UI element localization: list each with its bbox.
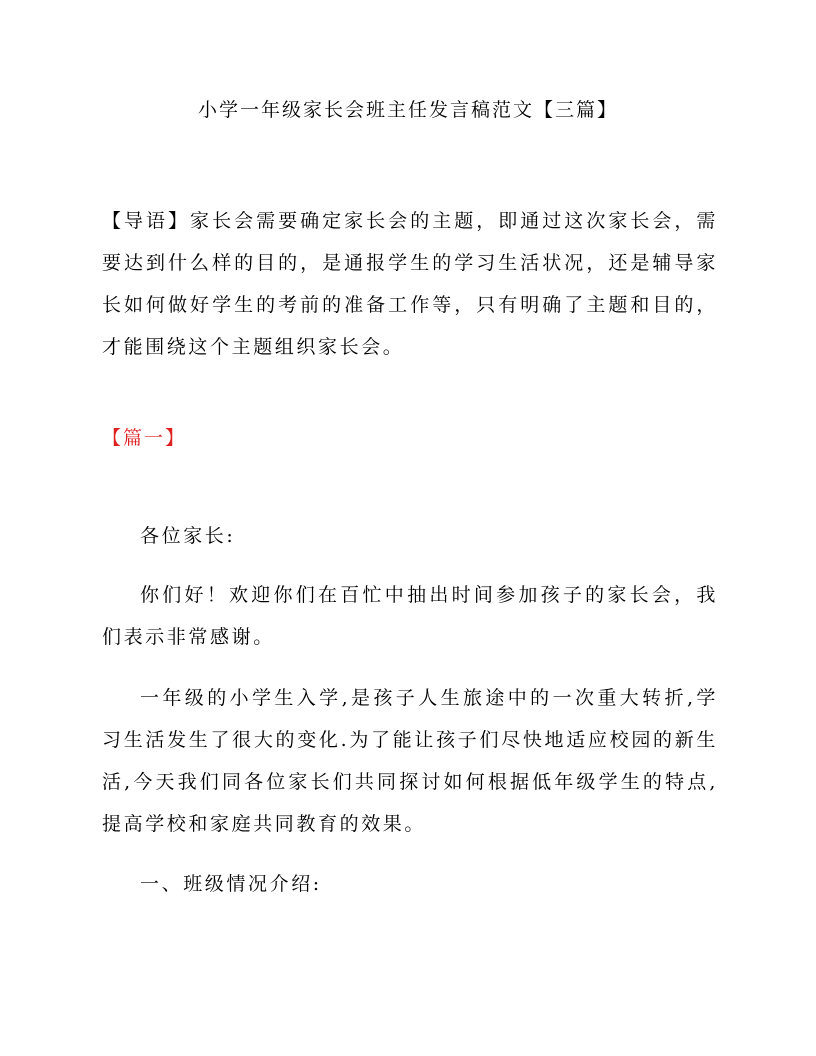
section-heading: 【篇一】	[102, 427, 187, 449]
list-item-heading: 一、班级情况介绍:	[140, 873, 322, 895]
body-paragraph: 一年级的小学生入学,是孩子人生旅途中的一次重大转折,学习生活发生了很大的变化.为了能让孩子们尽快地适应校园的新生活,今天我们同各位家长们共同探讨如何根据低年级学生的特点,提高学校和家庭共同教育的效果。	[102, 687, 718, 835]
document-title: 小学一年级家长会班主任发言稿范文【三篇】	[197, 99, 618, 121]
intro-paragraph: 【导语】家长会需要确定家长会的主题，即通过这次家长会，需要达到什么样的目的，是通报学生的学习生活状况，还是辅导家长如何做好学生的考前的准备工作等，只有明确了主题和目的，才能围绕这个主题组织家长会。	[102, 210, 718, 358]
salutation-paragraph: 各位家长:	[140, 525, 236, 547]
greeting-paragraph: 你们好！欢迎你们在百忙中抽出时间参加孩子的家长会，我们表示非常感谢。	[102, 584, 718, 648]
